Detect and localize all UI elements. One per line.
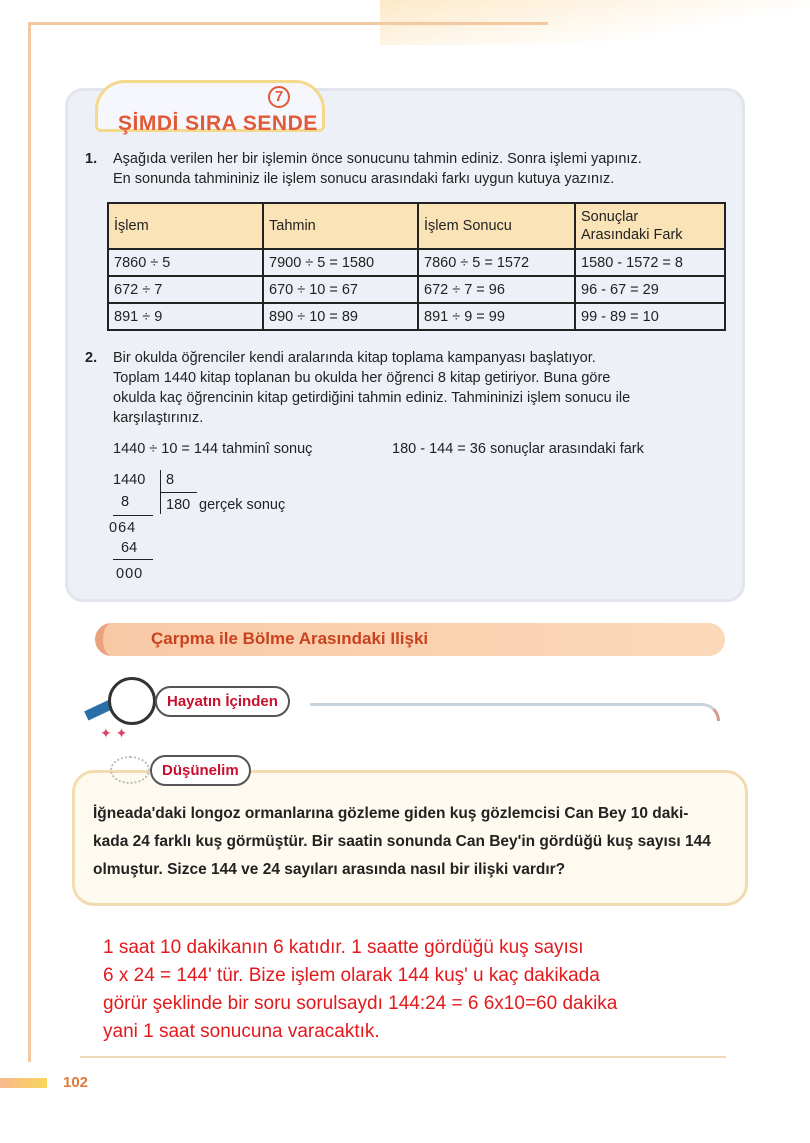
cell: 96 - 67 = 29 [575, 276, 725, 303]
header-cell: İşlem [108, 203, 263, 249]
q2-line: Toplam 1440 kitap toplanan bu okulda her öğrenci 8 kitap getiriyor. Buna göre [113, 370, 611, 386]
cell: 7860 ÷ 5 [108, 249, 263, 276]
table-row [108, 303, 725, 330]
exercise-title: ŞİMDİ SIRA SENDE [118, 112, 318, 135]
difference-line: 180 - 144 = 36 sonuçlar arasındaki fark [392, 441, 644, 457]
division-line [113, 559, 153, 560]
divider-line [310, 703, 720, 721]
q1-line: En sonunda tahmininiz ile işlem sonucu arasındaki farkı uygun kutuya yazınız. [113, 171, 615, 187]
page-bar [0, 1078, 47, 1088]
remainder: 000 [116, 566, 144, 582]
problem-text [93, 800, 711, 884]
estimate-table [107, 202, 726, 331]
cell: 672 ÷ 7 = 96 [418, 276, 575, 303]
division-line [161, 492, 197, 493]
dusunelim-label: Düşünelim [150, 755, 251, 786]
border-line [28, 22, 548, 25]
cell: 890 ÷ 10 = 89 [263, 303, 418, 330]
answer-line: 6 x 24 = 144' tür. Bize işlem olarak 144 kuş' u kaç dakikada [103, 965, 600, 986]
cell: 7860 ÷ 5 = 1572 [418, 249, 575, 276]
sparkle-icon: ✦ ✦ [100, 725, 128, 741]
answer-line: görür şeklinde bir soru sorulsaydı 144:24 = 6 6x10=60 dakika [103, 993, 618, 1014]
handwritten-answer [103, 934, 617, 1046]
table-header [108, 203, 725, 249]
quotient: 180 [166, 497, 191, 513]
problem-line: kada 24 farklı kuş görmüştür. Bir saatin sonunda Can Bey'in gördüğü kuş sayısı 144 [93, 833, 711, 850]
header-cell: Tahmin [263, 203, 418, 249]
cell: 672 ÷ 7 [108, 276, 263, 303]
long-division [109, 470, 363, 590]
q2-line: karşılaştırınız. [113, 410, 204, 426]
problem-line: İğneada'daki longoz ormanlarına gözleme giden kuş gözlemcisi Can Bey 10 daki- [93, 805, 689, 822]
q2-line: Bir okulda öğrenciler kendi aralarında kitap toplama kampanyası başlatıyor. [113, 350, 596, 366]
cell: 7900 ÷ 5 = 1580 [263, 249, 418, 276]
magnifier-icon [108, 677, 156, 725]
cell: 891 ÷ 9 [108, 303, 263, 330]
cell: 1580 - 1572 = 8 [575, 249, 725, 276]
answer-line: yani 1 saat sonucuna varacaktık. [103, 1021, 380, 1042]
section-header: Çarpma ile Bölme Arasındaki Ilişki [95, 623, 725, 656]
gear-icon [110, 756, 150, 784]
border-line [28, 22, 31, 1062]
division-line [113, 515, 153, 516]
divider-line [80, 1056, 726, 1058]
answer-line: 1 saat 10 dakikanın 6 katıdır. 1 saatte gördüğü kuş sayısı [103, 937, 584, 958]
divisor: 8 [166, 472, 175, 488]
page-number: 102 [63, 1074, 89, 1091]
exercise-number: 7 [268, 86, 290, 108]
remainder: 064 [109, 520, 137, 536]
header-cell: Sonuçlar Arasındaki Fark [575, 203, 725, 249]
problem-line: olmuştur. Sizce 144 ve 24 sayıları arasında nasıl bir ilişki vardır? [93, 861, 566, 878]
question-1: 1. Aşağıda verilen her bir işlemin önce sonucunu tahmin ediniz. Sonra işlemi yapınız. En sonunda tahmininiz ile işlem sonucu arasındaki farkı uygun kutuya yazınız. [113, 149, 743, 189]
q1-line: Aşağıda verilen her bir işlemin önce sonucunu tahmin ediniz. Sonra işlemi yapınız. [113, 151, 642, 167]
table-row [108, 249, 725, 276]
subtrahend: 8 [121, 494, 130, 510]
quotient-label: gerçek sonuç [199, 497, 286, 513]
dividend: 1440 [113, 472, 146, 488]
q2-line: okulda kaç öğrencinin kitap getirdiğini tahmin ediniz. Tahmininizi işlem sonucu ile [113, 390, 631, 406]
header-cell: İşlem Sonucu [418, 203, 575, 249]
table-row [108, 276, 725, 303]
cell: 99 - 89 = 10 [575, 303, 725, 330]
subtrahend: 64 [121, 540, 138, 556]
estimate-line: 1440 ÷ 10 = 144 tahminî sonuç [113, 441, 313, 457]
cell: 670 ÷ 10 = 67 [263, 276, 418, 303]
hayatin-icinden-label: Hayatın İçinden [155, 686, 290, 717]
cell: 891 ÷ 9 = 99 [418, 303, 575, 330]
question-2: 2. Bir okulda öğrenciler kendi aralarında kitap toplama kampanyası başlatıyor. Toplam 1440 kitap toplanan bu okulda her öğrenci 8 kitap getiriyor. Buna göre okulda kaç öğrencinin kitap getirdiğini tahmin ediniz. Tahmininizi işlem sonucu ile karşılaştırınız. [113, 348, 728, 428]
